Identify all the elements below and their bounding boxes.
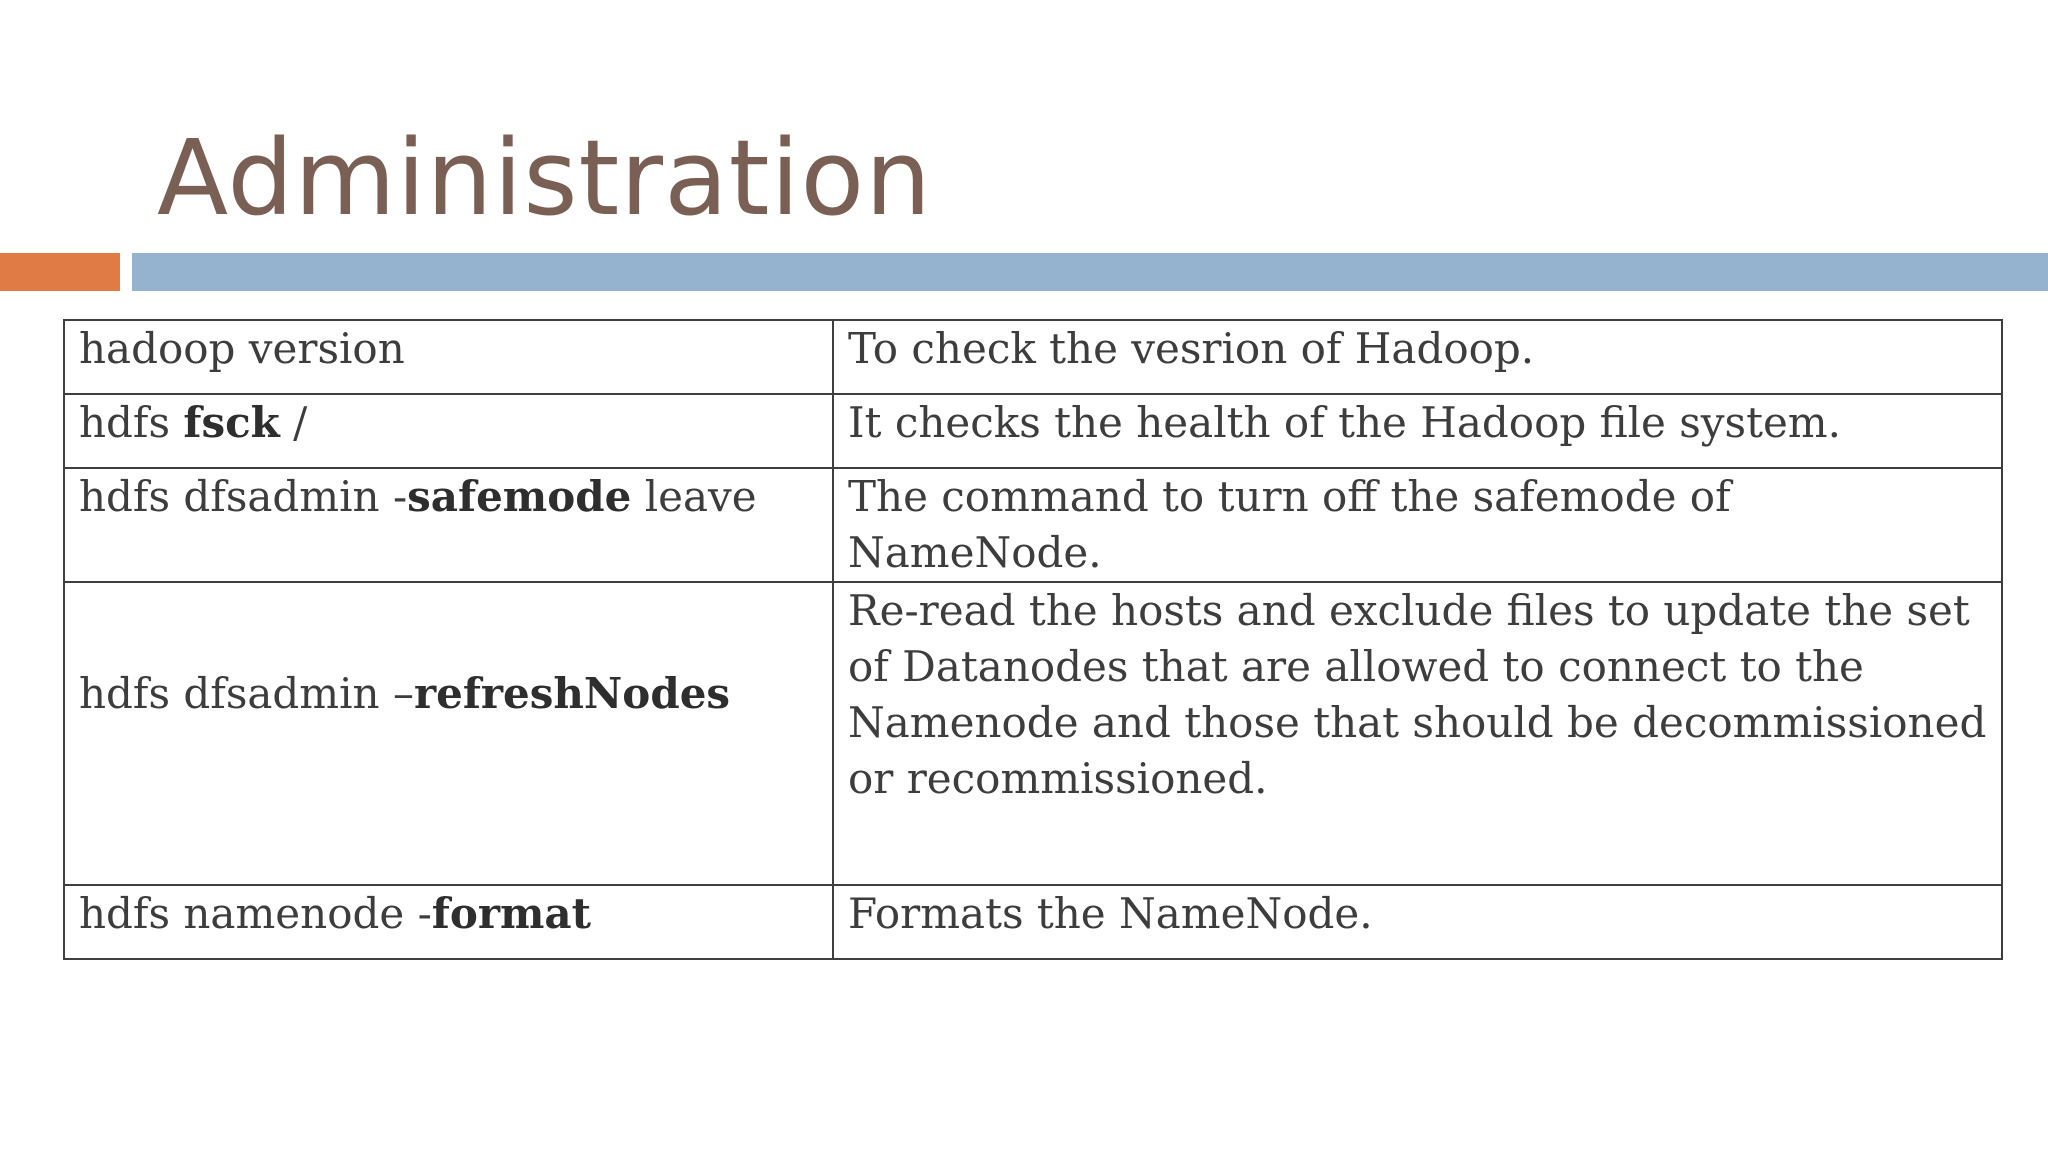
- description-text: It checks the health of the Hadoop file system.: [848, 398, 1841, 447]
- table-row: [64, 394, 2002, 468]
- description-text: To check the vesrion of Hadoop.: [848, 324, 1535, 373]
- description-text: Re-read the hosts and exclude files to update the set of Datanodes that are allowed to connect to the Namenode and those that should be decommissioned or recommissioned.: [848, 586, 1987, 803]
- description-cell: [833, 885, 2002, 959]
- accent-bar-blue: [132, 253, 2048, 291]
- description-cell: [833, 320, 2002, 394]
- table-row: [64, 320, 2002, 394]
- command-text: hdfs: [79, 398, 184, 447]
- description-text: Formats the NameNode.: [848, 889, 1373, 938]
- accent-bar-orange: [0, 253, 120, 291]
- description-cell: [833, 394, 2002, 468]
- table-row: [64, 885, 2002, 959]
- command-suffix-text: /: [279, 398, 308, 447]
- command-suffix-text: leave: [631, 472, 757, 521]
- command-text: hdfs dfsadmin –: [79, 668, 414, 718]
- command-cell: [64, 394, 833, 468]
- slide-title: Administration: [157, 117, 933, 239]
- description-cell: [833, 468, 2002, 582]
- command-bold-text: refreshNodes: [413, 668, 731, 718]
- command-cell: [64, 468, 833, 582]
- command-bold-text: format: [431, 889, 592, 938]
- command-table: [63, 319, 2003, 960]
- command-bold-text: safemode: [407, 472, 632, 521]
- command-text: hadoop version: [79, 324, 405, 373]
- command-bold-text: fsck: [183, 398, 280, 447]
- table-row: [64, 468, 2002, 582]
- description-cell: [833, 582, 2002, 885]
- command-cell: [64, 582, 833, 885]
- command-text: hdfs namenode -: [79, 889, 432, 938]
- command-text: hdfs dfsadmin -: [79, 472, 408, 521]
- description-text: The command to turn off the safemode of NameNode.: [848, 472, 1731, 577]
- command-cell: [64, 320, 833, 394]
- table-row: [64, 582, 2002, 885]
- command-cell: [64, 885, 833, 959]
